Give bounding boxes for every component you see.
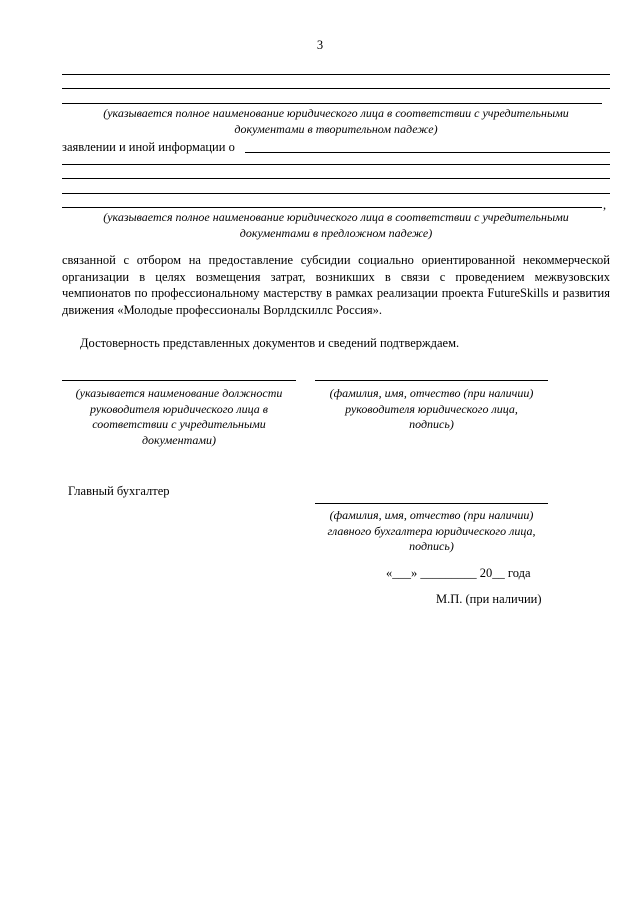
note-line: (указывается полное наименование юридического лица в соответствии с учредительными [103, 106, 569, 120]
note-line: (фамилия, имя, отчество (при наличии) [329, 386, 534, 400]
note-line: документами в предложном падеже) [239, 225, 433, 240]
stamp-line: М.П. (при наличии) [436, 592, 542, 606]
page-number: 3 [316, 38, 324, 52]
note-line: (фамилия, имя, отчество (при наличии) [329, 508, 534, 522]
note-line: (указывается наименование должности [75, 386, 283, 400]
signature-line [62, 380, 296, 381]
blank-line [62, 207, 602, 208]
blank-line [62, 164, 610, 165]
note-line: (указывается полное наименование юридического лица в соответствии с учредительными [103, 210, 569, 224]
note-line: документами в творительном падеже) [234, 121, 438, 136]
signature-line [315, 380, 548, 381]
head-name-note [315, 386, 548, 433]
chief-accountant-label: Главный бухгалтер [68, 484, 170, 498]
note-line: главного бухгалтера юридического лица, [327, 523, 536, 538]
note-line: подпись) [409, 539, 454, 553]
blank-line [62, 88, 610, 89]
statement-prefix: заявлении и иной информации о [62, 140, 235, 154]
confirmation-statement: Достоверность представленных документов и сведений подтверждаем. [80, 336, 460, 350]
date-line: «___» _________ 20__ года [386, 566, 531, 580]
note-line: документами) [141, 432, 217, 447]
note-line: руководителя юридического лица в [90, 401, 268, 416]
blank-line [62, 193, 610, 194]
trailing-comma: , [603, 198, 607, 212]
note-line: соответствии с учредительными [92, 417, 266, 431]
blank-line [62, 178, 610, 179]
blank-line [245, 152, 610, 153]
note-line: руководителя юридического лица, [345, 401, 518, 416]
main-paragraph: связанной с отбором на предоставление субсидии социально ориентированной некоммерческой организации в целях возмещения затрат, возникших в связи с проведением межвузовских чемпионатов по профессиональному мастерству в рамках реализации проекта FutureSkills и развития движения «Молодые профессионалы Ворлдскиллс Россия». [62, 253, 610, 317]
note-prepositional-case [62, 210, 610, 241]
head-position-note [62, 386, 296, 448]
note-instrumental-case [62, 106, 610, 137]
accountant-name-note [315, 508, 548, 555]
signature-line [315, 503, 548, 504]
blank-line [62, 74, 610, 75]
blank-line [62, 103, 602, 104]
note-line: подпись) [409, 417, 454, 431]
